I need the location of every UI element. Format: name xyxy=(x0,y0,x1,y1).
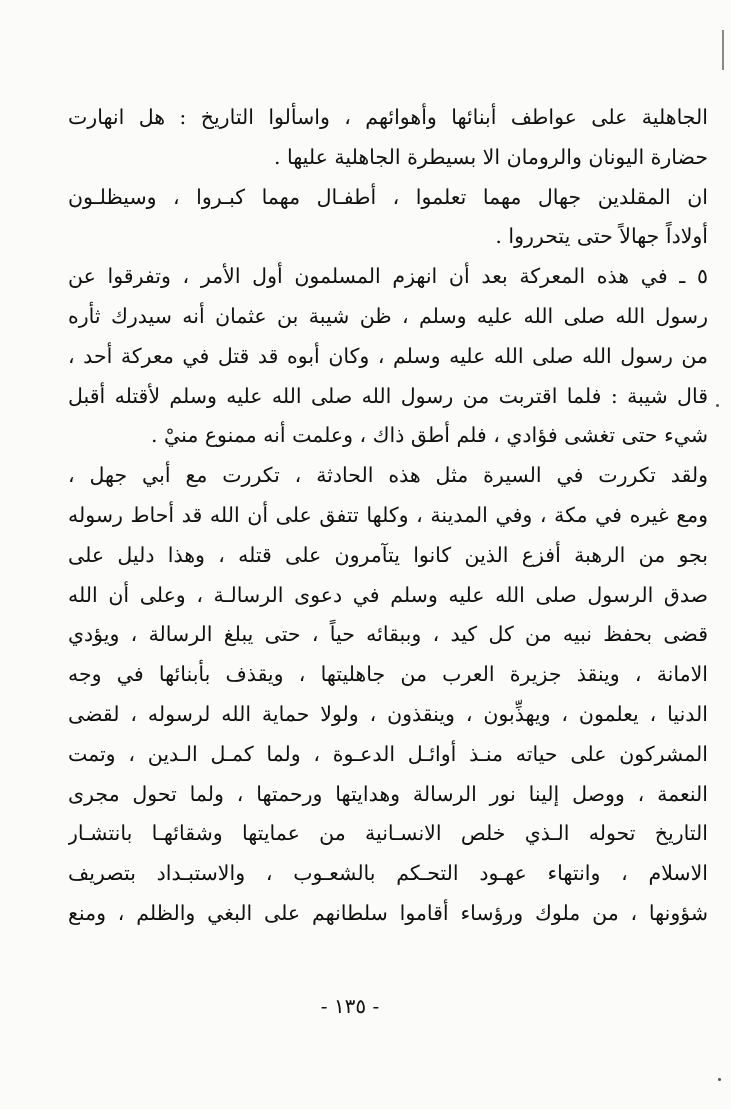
body-text xyxy=(68,98,708,934)
text-line: الامانة ، وينقذ جزيرة العرب من جاهليتها ، ويقذف بأبنائها في وجه xyxy=(68,662,708,687)
text-line: رسول الله صلى الله عليه وسلم ، ظن شيبة بن عثمان أنه سيدرك ثأره xyxy=(68,303,708,328)
text-line: الجاهلية على عواطف أبنائها وأهوائهم ، واسألوا التاريخ : هل انهارت xyxy=(68,105,708,129)
text-line: التاريخ تحوله الـذي خلص الانسـانية من عمايتها وشقائهـا بانتشـار xyxy=(68,821,708,846)
text-line: شؤونها ، من ملوك ورؤساء أقاموا سلطانهم على البغي والظلم ، ومنع xyxy=(68,900,708,925)
text-line: من رسول الله صلى الله عليه وسلم ، وكان أبوه قد قتل في معركة أحد ، xyxy=(68,343,708,368)
scan-speck xyxy=(718,1078,721,1081)
scan-edge-mark xyxy=(722,30,724,70)
text-line: ومع غيره في مكة ، وفي المدينة ، وكلها تتفق على أن الله قد أحاط رسوله xyxy=(68,502,708,527)
text-line: أولاداً جهالاً حتى يتحرروا . xyxy=(495,224,708,249)
text-line: حضارة اليونان والرومان الا بسيطرة الجاهلية عليها . xyxy=(273,144,708,169)
text-line: ان المقلدين جهال مهما تعلموا ، أطفـال مهما كبـروا ، وسيظلـون xyxy=(68,184,708,209)
text-line: قال شيبة : فلما اقتربت من رسول الله صلى الله عليه وسلم لأقتله أقبل xyxy=(68,383,708,408)
text-line: النعمة ، ووصل إلينا نور الرسالة وهدايتها ورحمتها ، ولما تحول مجرى xyxy=(68,781,708,806)
text-line: ٥ ـ في هذه المعركة بعد أن انهزم المسلمون أول الأمر ، وتفرقوا عن xyxy=(68,264,708,289)
scan-speck xyxy=(716,404,719,407)
text-line: المشركون على حياته منـذ أوائـل الدعـوة ، ولما كمـل الـدين ، وتمت xyxy=(68,741,708,766)
text-line: صدق الرسول صلى الله عليه وسلم في دعوى الرسالـة ، وعلى أن الله xyxy=(68,582,708,607)
page-number: - ١٣٥ - xyxy=(320,994,380,1018)
text-line: قضى بحفظ نبيه من كل كيد ، وببقائه حياً ، حتى يبلغ الرسالة ، ويؤدي xyxy=(68,622,708,647)
text-line: ولقد تكررت في السيرة مثل هذه الحادثة ، تكررت مع أبي جهل ، xyxy=(68,463,708,488)
text-line: الدنيا ، يعلمون ، ويهذِّبون ، وينقذون ، ولولا حماية الله لرسوله ، لقضى xyxy=(68,701,708,726)
text-line: بجو من الرهبة أفزع الذين كانوا يتآمرون على قتله ، وهذا دليل على xyxy=(68,542,708,567)
text-line: شيء حتى تغشى فؤادي ، فلم أطق ذاك ، وعلمت أنه ممنوع منيْ . xyxy=(151,423,708,448)
text-line: الاسلام ، وانتهاء عهـود التحـكم بالشعـوب ، والاستبـداد بتصريف xyxy=(68,861,708,886)
